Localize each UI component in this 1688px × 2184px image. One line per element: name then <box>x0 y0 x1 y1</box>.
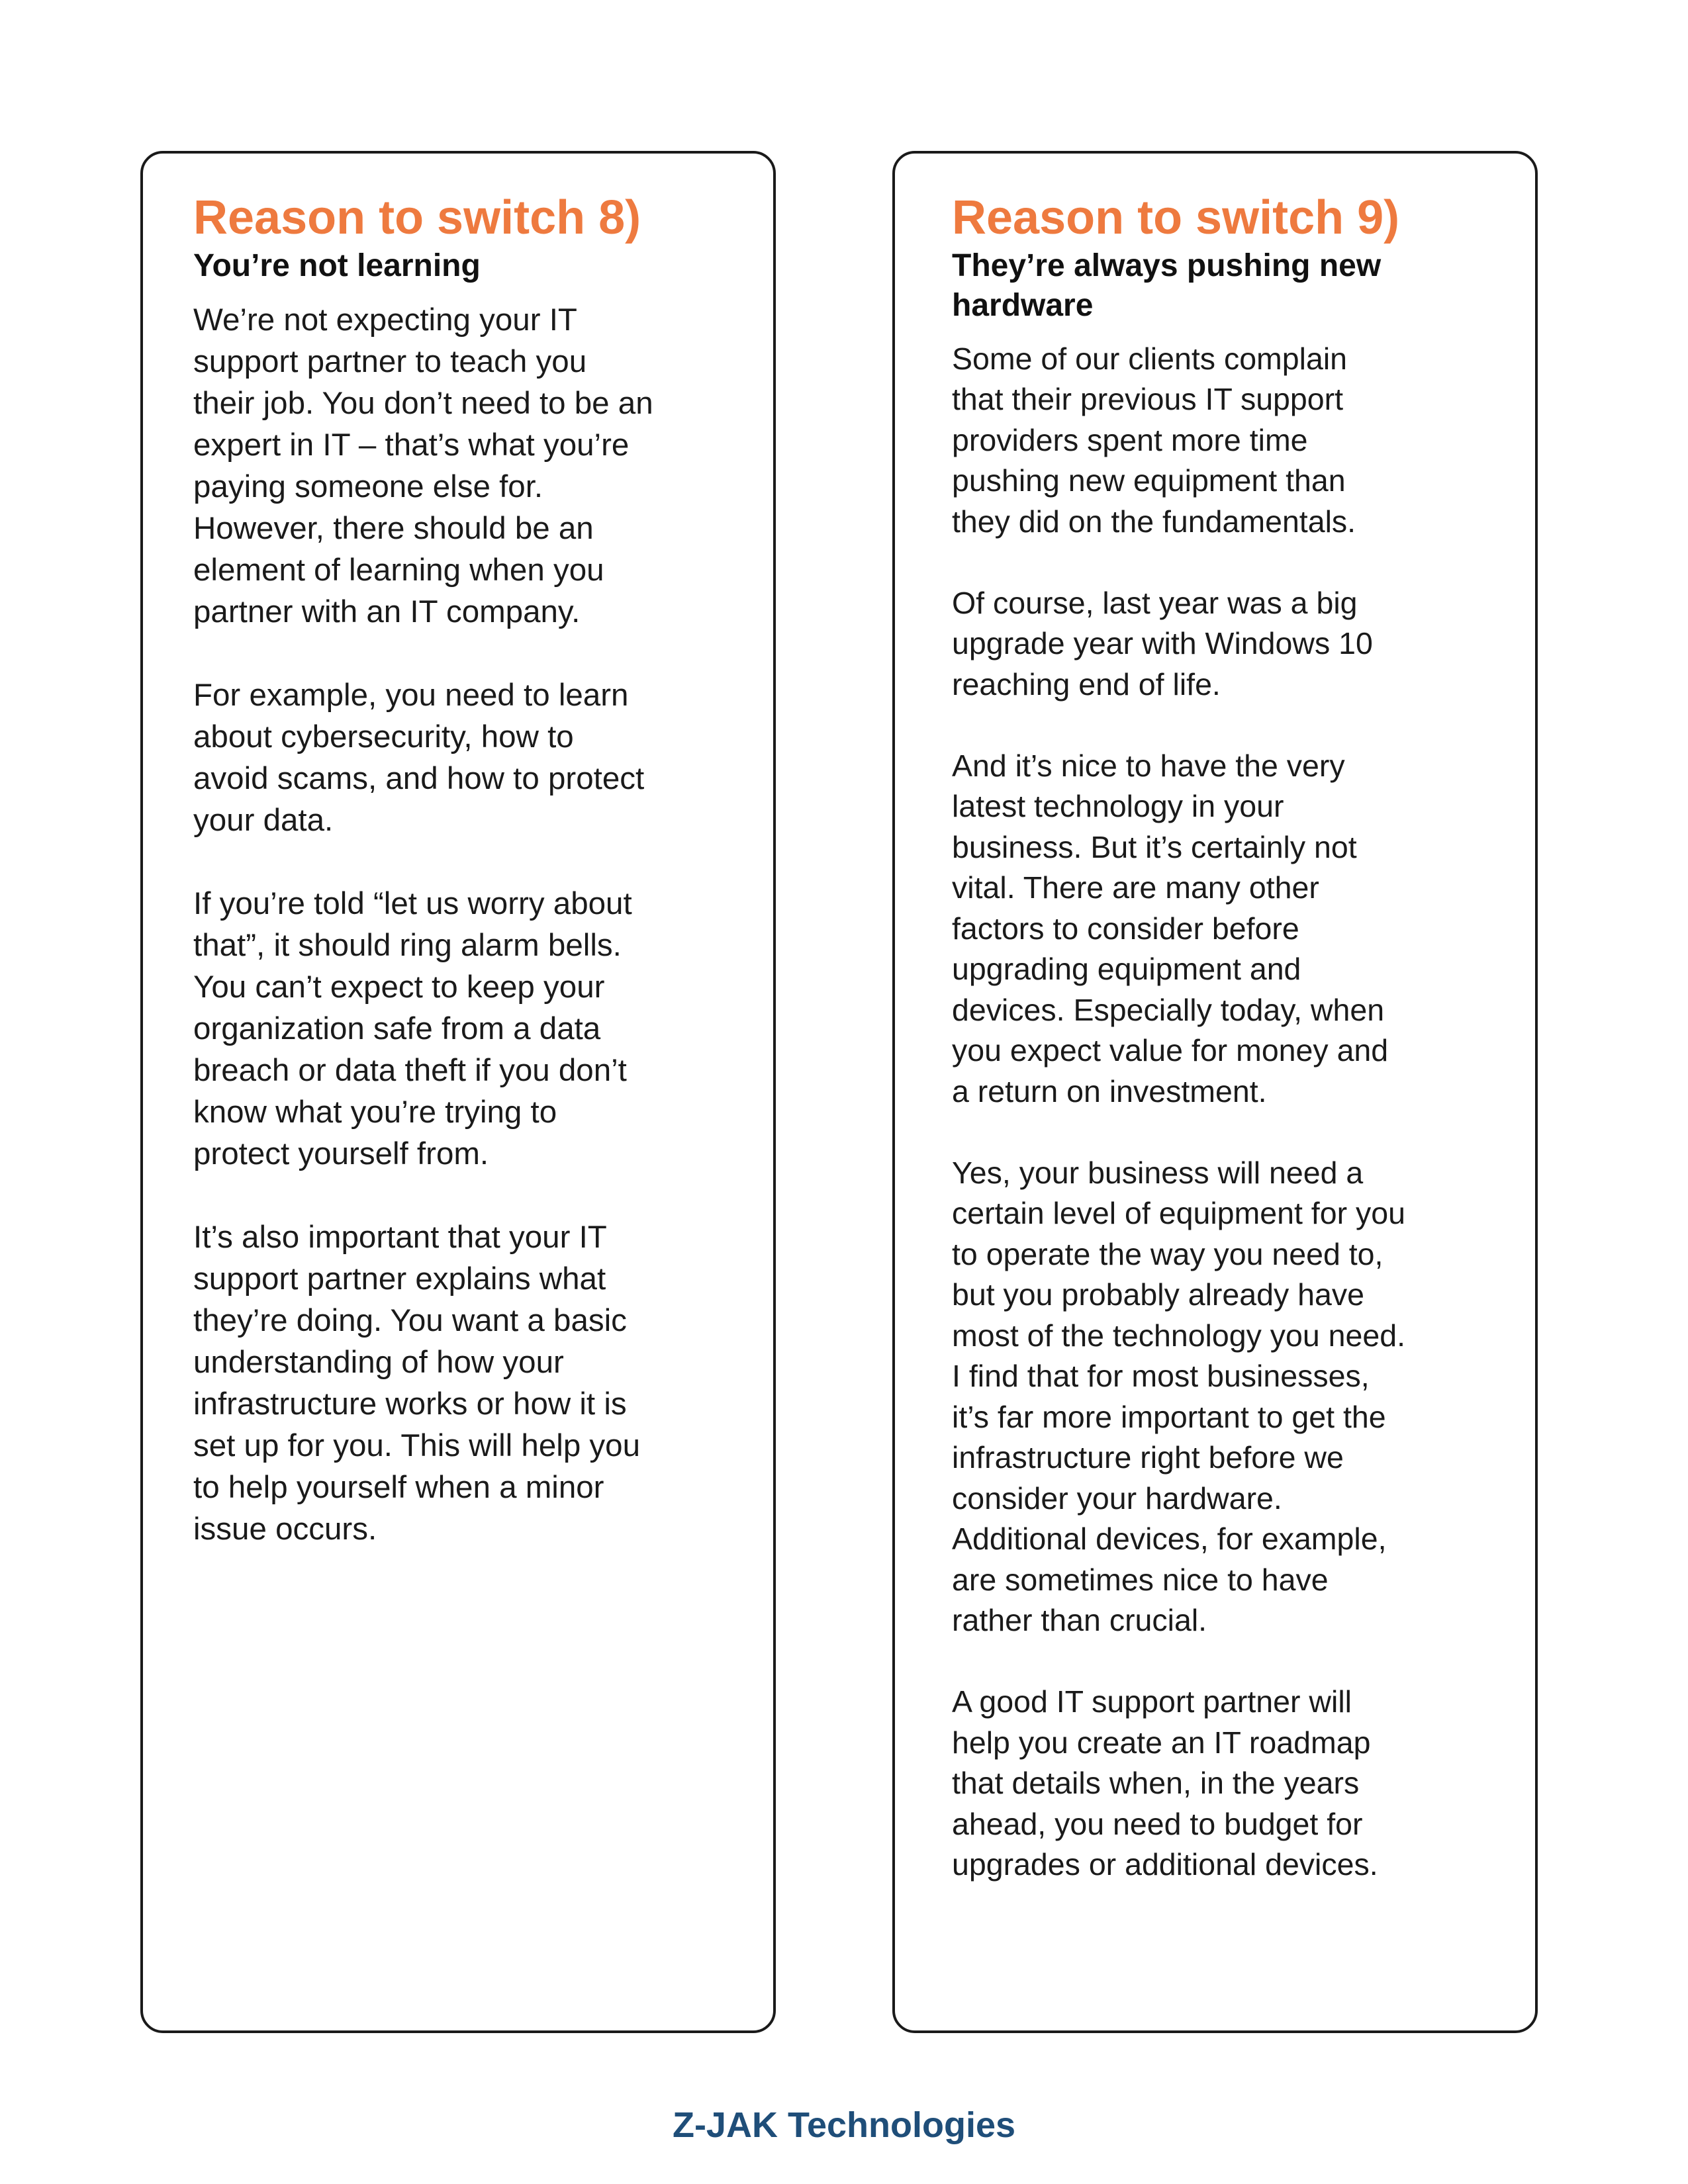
reason-9-paragraph: A good IT support partner will help you create an IT roadmap that details when, in the years ahead, you need to budget for upgrades or additional devices. <box>952 1684 1378 1882</box>
reason-9-paragraph: Yes, your business will need a certain level of equipment for you to operate the way you need to, but you probably already have most of the technology you need. I find that for most businesses, it’s far more important to get the infrastructure right before we consider your hardware. Additional devices, for example, are sometimes nice to have rather than crucial. <box>952 1155 1406 1638</box>
reason-8-subheading: You’re not learning <box>193 248 481 283</box>
reason-8-heading: Reason to switch 8) <box>193 191 641 244</box>
reason-9-heading: Reason to switch 9) <box>952 191 1400 244</box>
reason-8-paragraph: It’s also important that your IT support partner explains what they’re doing. You want a basic understanding of how your infrastructure works or how it is set up for you. This will help you to help yourself when a minor issue occurs. <box>193 1219 641 1547</box>
reason-9-paragraph: Some of our clients complain that their previous IT support providers spent more time pushing new equipment than they did on the fundamentals. <box>952 341 1356 539</box>
reason-9-paragraph: And it’s nice to have the very latest technology in your business. But it’s certainly not vital. There are many other factors to consider before upgrading equipment and devices. Especially today, when you expect value for money and a return on investment. <box>952 748 1389 1109</box>
reason-8-card <box>140 151 776 2033</box>
reason-9-card <box>892 151 1538 2033</box>
reason-8-paragraph: If you’re told “let us worry about that”, it should ring alarm bells. You can’t expect to keep your organization safe from a data breach or data theft if you don’t know what you’re trying to protect yourself from. <box>193 886 632 1171</box>
reason-9-paragraph: Of course, last year was a big upgrade year with Windows 10 reaching end of life. <box>952 585 1373 702</box>
footer-company-name: Z-JAK Technologies <box>672 2105 1016 2145</box>
reason-8-paragraph: For example, you need to learn about cybersecurity, how to avoid scams, and how to protect your data. <box>193 677 645 838</box>
reason-8-content <box>193 193 747 1592</box>
reason-9-subheading: They’re always pushing new hardware <box>952 248 1382 323</box>
reason-8-paragraph: We’re not expecting your IT support partner to teach you their job. You don’t need to be an expert in IT – that’s what you’re paying someone else for. However, there should be an element of learning when you partner with an IT company. <box>193 302 653 629</box>
reason-9-content <box>952 193 1509 1926</box>
